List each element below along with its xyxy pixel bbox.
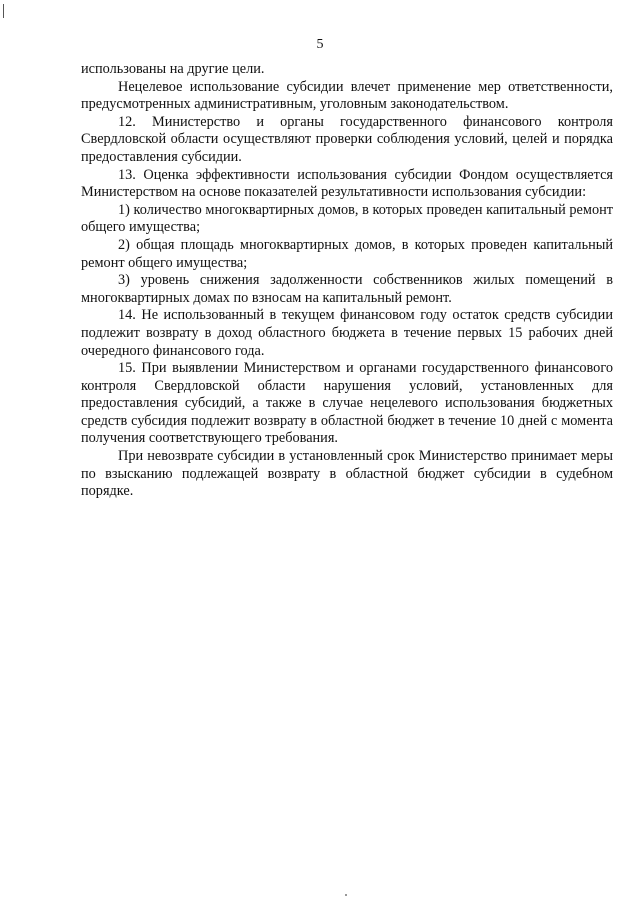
paragraph-indicator-3: 3) уровень снижения задолженности собственников жилых помещений в многоквартирных домах по взносам на капитальный ремонт. xyxy=(81,272,613,306)
page-number: 5 xyxy=(316,37,324,52)
paragraph-continuation: использованы на другие цели. xyxy=(81,61,265,77)
paragraph-indicator-2: 2) общая площадь многоквартирных домов, в которых проведен капитальный ремонт общего имущества; xyxy=(81,236,613,271)
paragraph-indicator-1: 1) количество многоквартирных домов, в которых проведен капитальный ремонт общего имущества; xyxy=(81,201,613,236)
paragraph-non-return: При невозврате субсидии в установленный срок Министерство принимает меры по взысканию подлежащей возврату в областной бюджет субсидии в судебном порядке. xyxy=(81,448,613,500)
document-body xyxy=(81,61,613,501)
scan-edge-mark xyxy=(3,4,4,18)
paragraph-item-13: 13. Оценка эффективности использования субсидии Фондом осуществляется Министерством на основе показателей результативности использования субсидии: xyxy=(81,166,613,201)
scan-speck xyxy=(345,894,347,896)
paragraph-item-15: 15. При выявлении Министерством и органами государственного финансового контроля Свердловской области нарушения условий, установленных для предоставления субсидий, а также в случае нецелевого использования бюджетных средств субсидия подлежит возврату в областной бюджет в течение 10 дней с момента получения соответствующего требования. xyxy=(81,360,613,447)
paragraph-item-14: 14. Не использованный в текущем финансовом году остаток средств субсидии подлежит возврату в доход областного бюджета в течение первых 15 рабочих дней очередного финансового года. xyxy=(81,307,613,359)
paragraph-item-12: 12. Министерство и органы государственного финансового контроля Свердловской области осуществляют проверки соблюдения условий, целей и порядка предоставления субсидии. xyxy=(81,113,613,165)
paragraph-misuse-liability: Нецелевое использование субсидии влечет применение мер ответственности, предусмотренных административным, уголовным законодательством. xyxy=(81,78,613,113)
